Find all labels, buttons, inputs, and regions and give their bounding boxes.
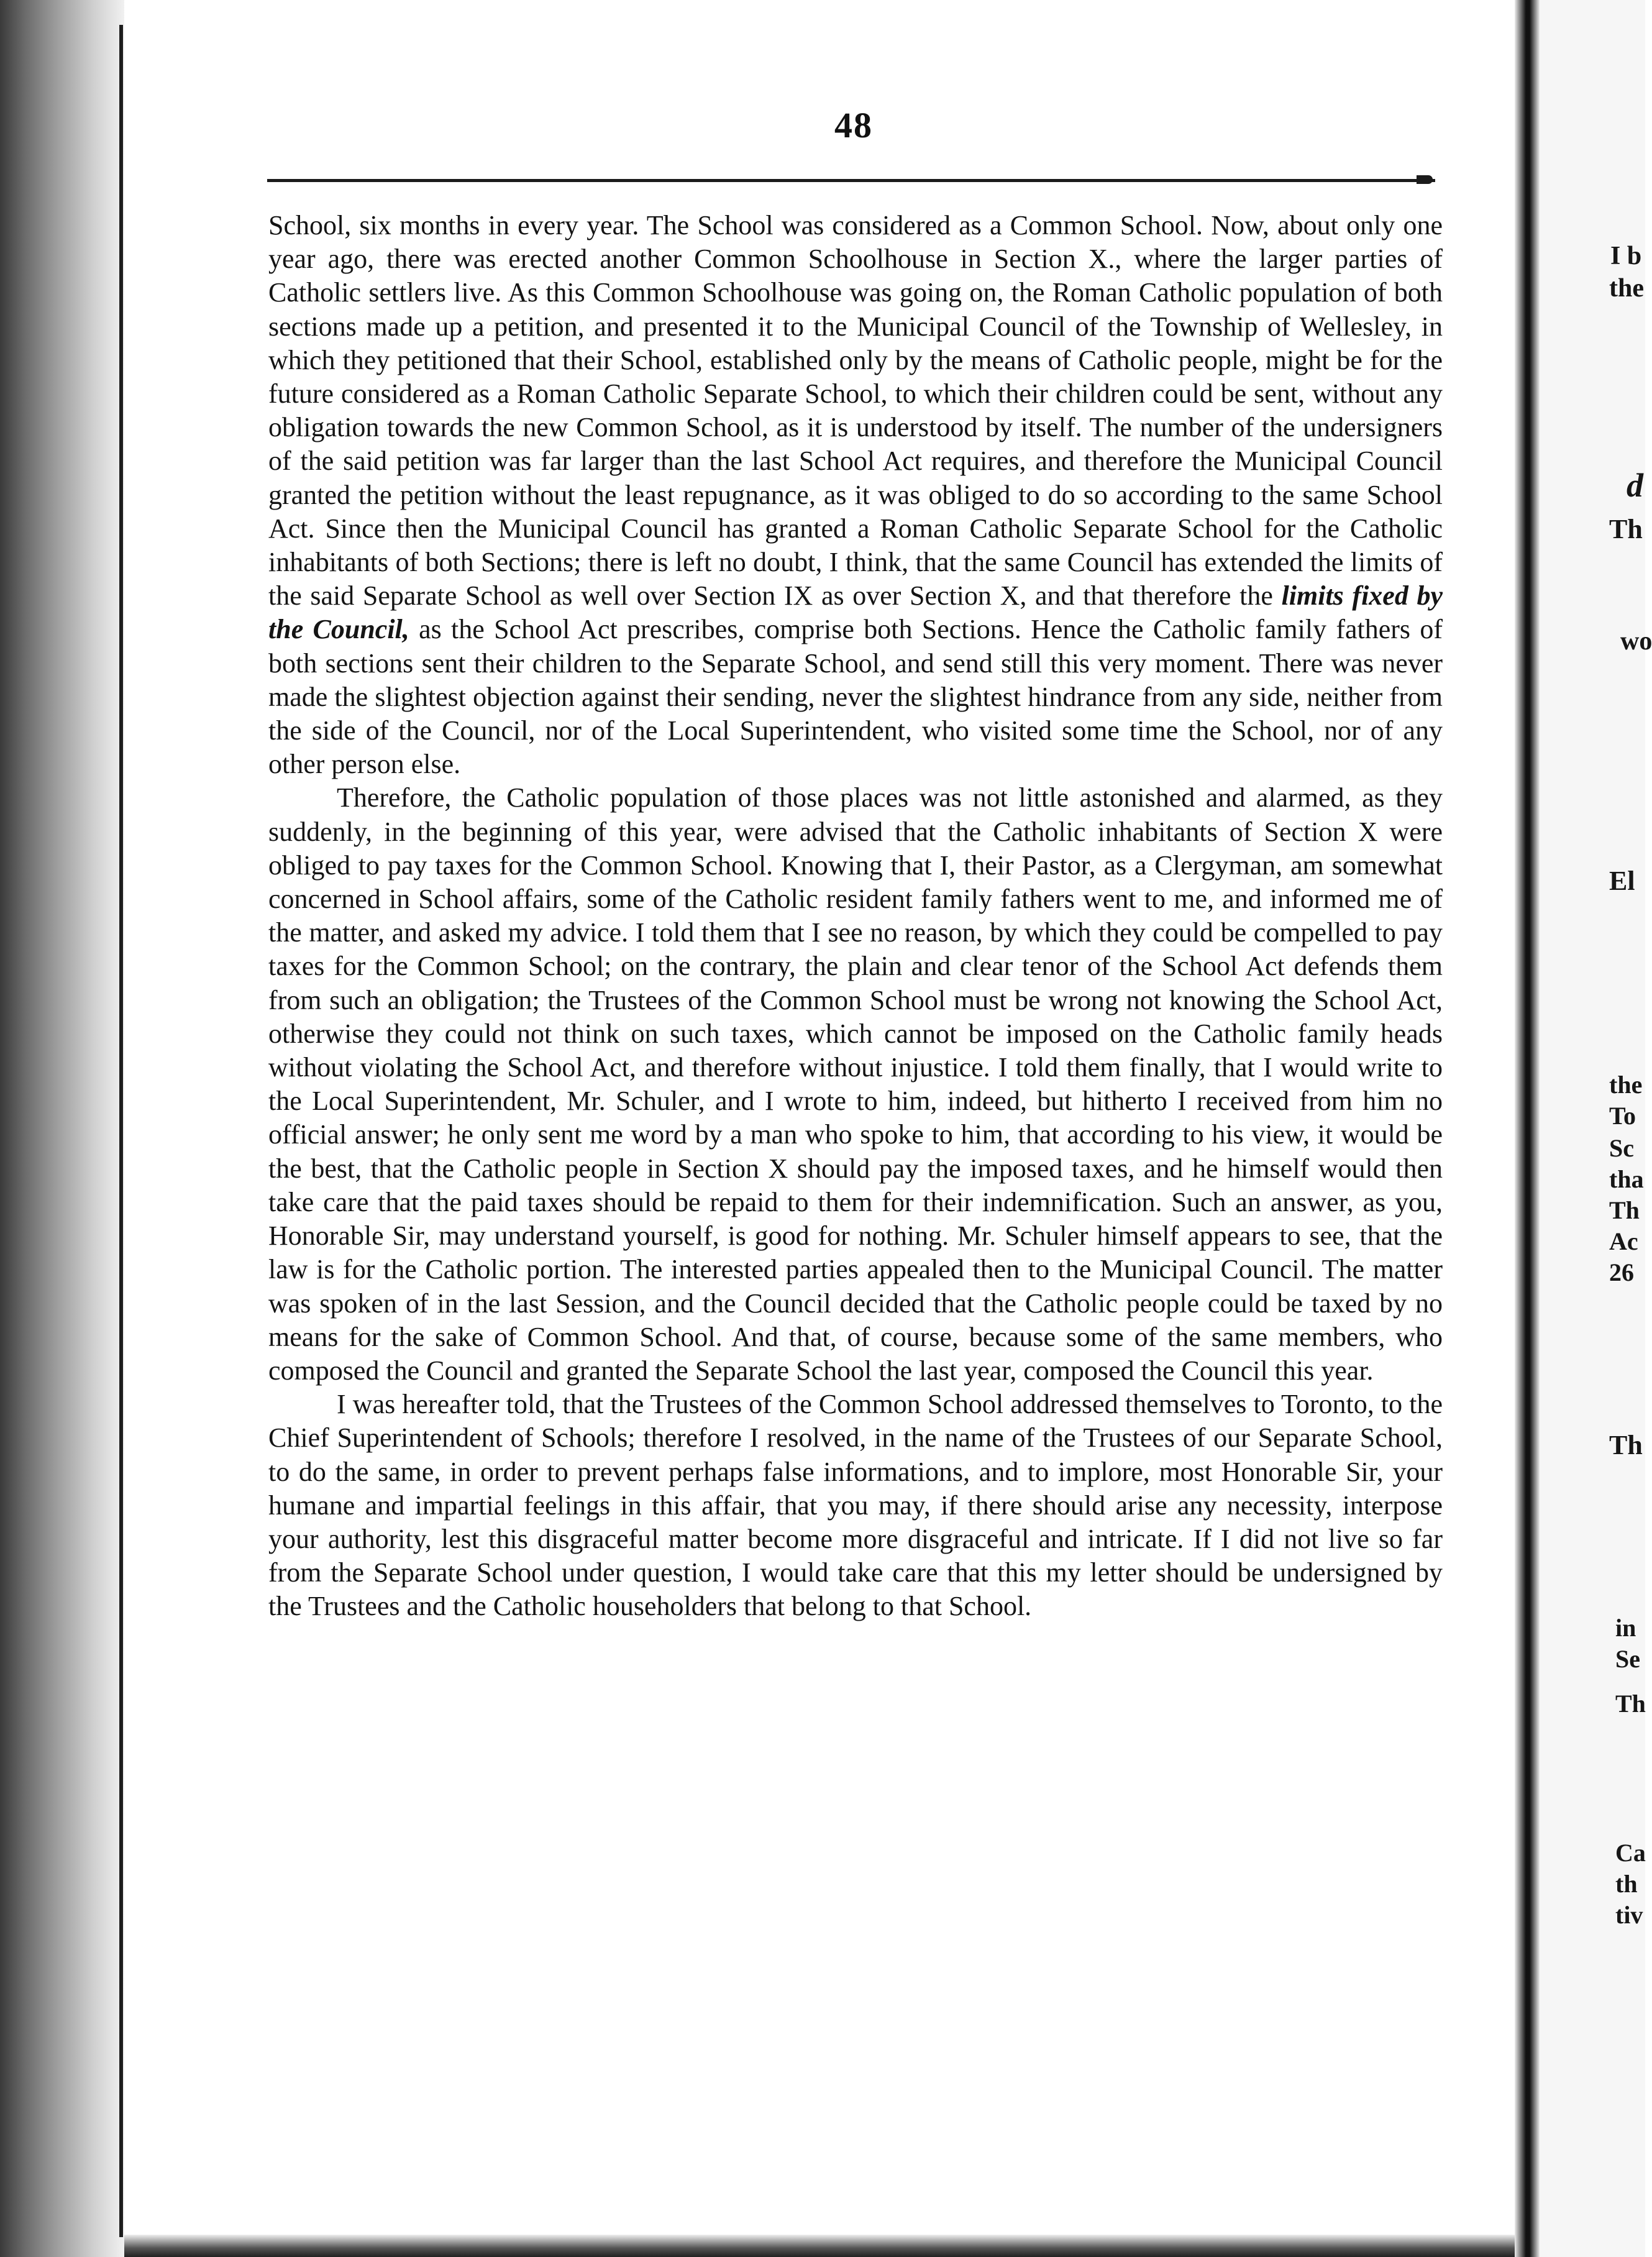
adjacent-fragment: wo bbox=[1620, 627, 1652, 656]
adjacent-fragment: Ca bbox=[1615, 1839, 1646, 1867]
paragraph-1 bbox=[268, 209, 1443, 781]
adjacent-fragment: in bbox=[1615, 1614, 1636, 1642]
adjacent-fragment: I b bbox=[1610, 242, 1642, 270]
adjacent-fragment: th bbox=[1615, 1870, 1638, 1898]
adjacent-fragment: Sc bbox=[1609, 1134, 1634, 1162]
adjacent-fragment: Th bbox=[1609, 1196, 1640, 1224]
book-binding-edge bbox=[0, 0, 124, 2257]
adjacent-fragment: tha bbox=[1609, 1165, 1644, 1193]
paragraph-3: I was hereafter told, that the Trustees of the Common School addressed themselves to Toronto, to the Chief Superintendent of Schools; therefore I resolved, in the name of the Trustees of our Separate School, to do the same, in order to prevent perhaps false informations, and to implore, most Honorable Sir, your humane and impartial feelings in this affair, that you may, if there should arise any necessity, interpose your authority, lest this disgraceful matter become more disgraceful and intricate. If I did not live so far from the Separate School under question, I would take care that this my letter should be undersigned by the Trustees and the Catholic householders that belong to that School. bbox=[268, 1389, 1443, 1622]
paragraph-1-text-after: as the School Act prescribes, comprise both Sections. Hence the Catholic family fathers of both sections sent their children to the Separate School, and send still this very moment. There was never made the slightest objection against their sending, never the slightest hindrance from any side, neither from the side of the Council, nor of the Local Superintendent, who visited some time the School, nor of any other person else. bbox=[268, 614, 1443, 780]
adjacent-fragment: the bbox=[1609, 274, 1644, 303]
paragraph-1-text-before: School, six months in every year. The School was considered as a Common School. Now, about only one year ago, there was erected another Common Schoolhouse in Section X., where the larger parties of Catholic settlers live. As this Common Schoolhouse was going on, the Roman Catholic population of both sections made up a petition, and presented it to the Municipal Council of the Township of Wellesley, in which they petitioned that their School, established only by the means of Catholic people, might be for the future considered as a Roman Catholic Separate School, to which their children could be sent, without any obligation towards the new Common School, as it is understood by itself. The number of the undersigners of the said petition was far larger than the last School Act requires, and therefore the Municipal Council granted the petition without the least repugnance, as it was obliged to do so according to the same School Act. Since then the Municipal Council has granted a Roman Catholic Separate School for the Catholic inhabitants of both Sections; there is left no doubt, I think, that the same Council has extended the limits of the said Separate School as well over Section IX as over Section X, and that therefore the bbox=[268, 210, 1443, 611]
adjacent-fragment: El bbox=[1609, 866, 1635, 896]
page-number: 48 bbox=[834, 105, 873, 145]
adjacent-fragment: Th bbox=[1609, 1430, 1643, 1460]
adjacent-fragment: Ac bbox=[1609, 1227, 1638, 1255]
book-gutter bbox=[1515, 0, 1540, 2257]
body-text bbox=[268, 209, 1443, 1624]
header-rule bbox=[267, 179, 1435, 182]
adjacent-fragment: d bbox=[1627, 467, 1643, 504]
paragraph-1-emphasis: limits fixed by the Council, bbox=[268, 580, 1443, 645]
adjacent-fragment: Se bbox=[1615, 1645, 1640, 1673]
page-left-border bbox=[119, 25, 123, 2237]
header-rule-ornament bbox=[1417, 175, 1433, 184]
adjacent-fragment: Th bbox=[1609, 514, 1643, 544]
paragraph-2: Therefore, the Catholic population of those places was not little astonished and alarmed, as they suddenly, in the beginning of this year, were advised that the Catholic inhabitants of Section X were obliged to pay taxes for the Common School. Knowing that I, their Pastor, as a Clergyman, am somewhat concerned in School affairs, some of the Catholic resident family fathers went to me, and informed me of the matter, and asked my advice. I told them that I see no reason, by which they could be compelled to pay taxes for the Common School; on the contrary, the plain and clear tenor of the School Act defends them from such an obligation; the Trustees of the Common School must be wrong not knowing the School Act, otherwise they could not think on such taxes, which cannot be imposed on the Catholic family heads without violating the School Act, and therefore without injustice. I told them finally, that I would write to the Local Superintendent, Mr. Schuler, and I wrote to him, indeed, but hitherto I received from him no official answer; he only sent me word by a man who spoke to him, that according to his view, it would be the best, that the Catholic people in Section X should pay the imposed taxes, and he himself would then take care that the paid taxes should be repaid to them for their indemnification. Such an answer, as you, Honorable Sir, may understand yourself, is good for nothing. Mr. Schuler himself appears to see, that the law is for the Catholic portion. The interested parties appealed then to the Municipal Council. The matter was spoken of in the last Session, and the Council decided that the Catholic people could be taxed by no means for the sake of Common School. And that, of course, because some of the same members, who composed the Council and granted the Separate School the last year, composed the Council this year. bbox=[268, 782, 1443, 1386]
adjacent-fragment: tiv bbox=[1615, 1901, 1643, 1929]
adjacent-fragment: Th bbox=[1615, 1690, 1646, 1718]
adjacent-fragment: the bbox=[1609, 1071, 1643, 1099]
adjacent-fragment: To bbox=[1609, 1102, 1636, 1130]
adjacent-fragment: 26 bbox=[1609, 1258, 1634, 1286]
page-bottom-edge bbox=[124, 2235, 1515, 2257]
